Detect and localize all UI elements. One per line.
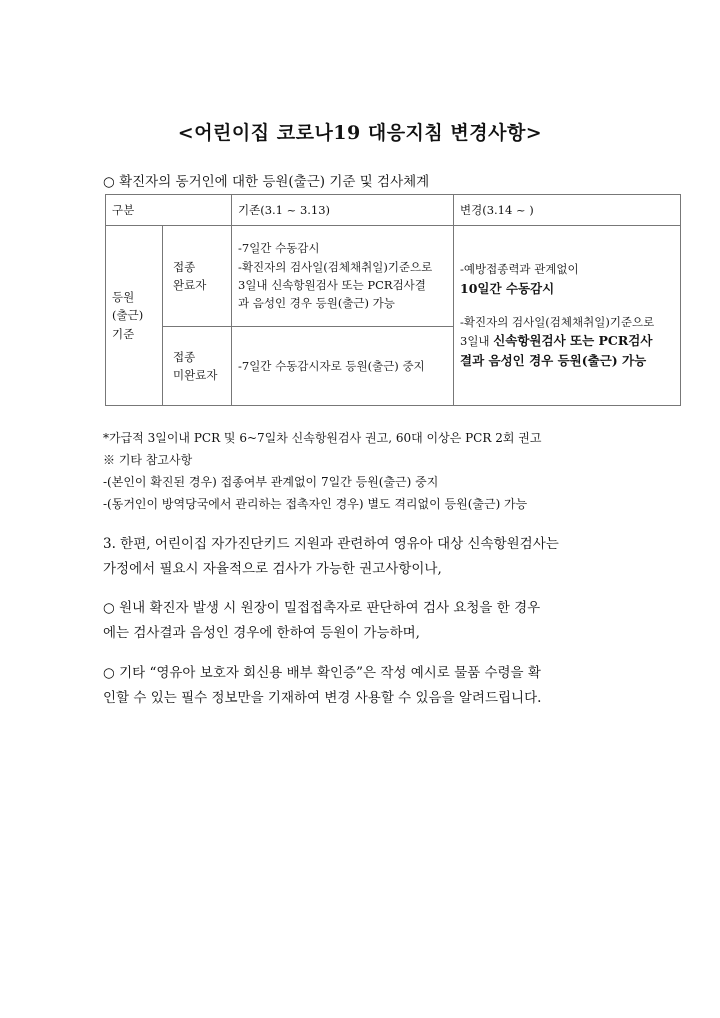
notes-block — [103, 427, 541, 515]
note-line: -(본인이 확진된 경우) 접종여부 관계없이 7일간 등원(출근) 중지 — [103, 475, 439, 489]
paragraph-line: 인할 수 있는 필수 정보만을 기재하여 변경 사용할 수 있음을 알려드립니다. — [103, 690, 542, 706]
paragraph-5 — [103, 661, 623, 711]
header-after: 변경(3.14 ~ ) — [454, 195, 681, 226]
unvaccinated-label-cell — [163, 327, 232, 406]
before-line: -7일간 수동감시 — [238, 241, 320, 256]
section-heading: ○ 확진자의 동거인에 대한 등원(출근) 기준 및 검사체계 — [103, 174, 430, 190]
after-line: -예방접종력과 관계없이 — [460, 262, 579, 277]
paragraph-line: ○ 기타 “영유아 보호자 회신용 배부 확인증”은 작성 예시로 물품 수령을 확 — [103, 665, 541, 681]
note-line: -(동거인이 방역당국에서 관리하는 접촉자인 경우) 별도 격리없이 등원(출근) 가능 — [103, 497, 528, 511]
paragraph-4 — [103, 596, 623, 646]
after-line-bold: 10일간 수동감시 — [460, 280, 555, 296]
header-category: 구분 — [106, 195, 232, 226]
after-cell — [454, 226, 681, 406]
criteria-table — [105, 194, 681, 406]
paragraph-line: 3. 한편, 어린이집 자가진단키드 지원과 관련하여 영유아 대상 신속항원검사는 — [103, 536, 559, 552]
vaccinated-label-cell — [163, 226, 232, 327]
vaccinated-label-line: 접종 — [173, 259, 196, 274]
unvaccinated-before-cell: -7일간 수동감시자로 등원(출근) 중지 — [232, 327, 454, 406]
note-line: ※ 기타 참고사항 — [103, 453, 193, 467]
after-line-bold-part: 신속항원검사 또는 PCR검사 — [493, 332, 653, 348]
paragraph-line: 가정에서 필요시 자율적으로 검사가 가능한 권고사항이나, — [103, 561, 442, 577]
vaccinated-label-line: 완료자 — [173, 278, 207, 292]
after-line-prefix: 3일내 — [460, 333, 494, 348]
row-category-line: 기준 — [112, 326, 135, 341]
unvaccinated-label-line: 접종 — [173, 349, 196, 364]
after-line-mixed — [460, 331, 674, 351]
paragraph-line: 에는 검사결과 음성인 경우에 한하여 등원이 가능하며, — [103, 625, 420, 641]
before-line: 3일내 신속항원검사 또는 PCR검사결 — [238, 278, 426, 292]
after-line: -확진자의 검사일(검체채취일)기준으로 — [460, 314, 655, 329]
header-before: 기존(3.1 ~ 3.13) — [232, 195, 454, 226]
row-category-line: 등원 — [112, 289, 135, 304]
paragraph-line: ○ 원내 확진자 발생 시 원장이 밀접접촉자로 판단하여 검사 요청을 한 경우 — [103, 600, 541, 616]
before-line: 과 음성인 경우 등원(출근) 가능 — [238, 296, 395, 311]
document-title: <어린이집 코로나19 대응지침 변경사항> — [177, 122, 543, 144]
before-line: -확진자의 검사일(검체채취일)기준으로 — [238, 259, 433, 274]
paragraph-3 — [103, 532, 623, 582]
note-line: *가급적 3일이내 PCR 및 6~7일차 신속항원검사 권고, 60대 이상은 PCR 2회 권고 — [103, 431, 542, 445]
after-spacer — [460, 299, 674, 313]
table-row-vaccinated — [106, 226, 681, 327]
after-line-bold: 결과 음성인 경우 등원(출근) 가능 — [460, 352, 647, 368]
unvaccinated-label-line: 미완료자 — [173, 368, 218, 382]
row-category-cell — [106, 226, 163, 406]
vaccinated-before-cell — [232, 226, 454, 327]
table-header-row — [106, 195, 681, 226]
row-category-line: (출근) — [112, 308, 144, 323]
